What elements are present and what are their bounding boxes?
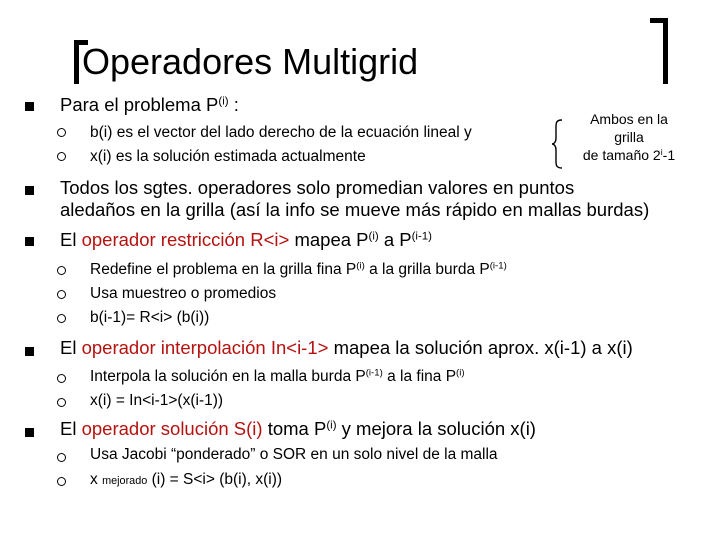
sub-bullet-icon (57, 290, 66, 299)
sub-bullet-icon (57, 314, 66, 323)
bullet-interpolation: El operador interpolación In<i-1> mapea la solución aprox. x(i-1) a x(i) (60, 337, 633, 358)
sub-item-improved-formula: x mejorado (i) = S<i> (b(i), x(i)) (90, 471, 283, 488)
sub-bullet-icon (57, 152, 66, 161)
bullet-problem: Para el problema $P^{(i)}$ : (60, 94, 239, 115)
bullet-restriction: El operador restricción R<i> mapea $P^{(i)}$ a $P^{(i-1)}$ (60, 229, 432, 250)
sub-bullet-icon (57, 398, 66, 407)
sub-bullet-icon (57, 266, 66, 275)
sub-bullet-icon (57, 453, 66, 462)
sub-item-b: b(i) es el vector del lado derecho de la ecuación lineal y (90, 124, 472, 141)
bullet-solution: El operador solución S(i) toma $P^{(i)}$ y mejora la solución x(i) (60, 418, 536, 439)
bullet-icon (25, 102, 34, 111)
sub-item-x-formula: x(i) = In<i-1>(x(i-1)) (90, 392, 224, 409)
sub-item-redefine: Redefine el problema en la grilla fina $P^{(i)}$ a la grilla burda $P^{(i-1)}$ (90, 260, 507, 278)
sub-bullet-icon (57, 477, 66, 486)
sub-bullet-icon (57, 374, 66, 383)
sub-item-x: x(i) es la solución estimada actualmente (90, 148, 366, 165)
sub-item-sampling: Usa muestreo o promedios (90, 285, 277, 302)
title-bracket-right-top (650, 18, 668, 23)
sub-bullet-icon (57, 128, 66, 137)
bullet-icon (25, 186, 34, 195)
bullet-operators-average: Todos los sgtes. operadores solo promedian valores en puntos aledaños en la grilla (así la info se mueve más rápido en mallas burdas) (60, 177, 650, 220)
sub-item-jacobi: Usa Jacobi “ponderado” o SOR en un solo nivel de la malla (90, 446, 498, 463)
title-bracket-left-bar (74, 40, 79, 84)
sub-item-b-formula: b(i-1)= R<i> (b(i)) (90, 309, 210, 326)
page-title: Operadores Multigrid (82, 41, 419, 82)
bullet-icon (25, 347, 34, 356)
brace-icon (550, 118, 564, 170)
bullet-icon (25, 428, 34, 437)
sub-item-interpolate: Interpola la solución en la malla burda $P^{(i-1)}$ a la fina $P^{(i)}$ (90, 367, 465, 385)
bullet-icon (25, 237, 34, 246)
grid-size-note: Ambos en la grilla de tamaño 2$^i$-1 (582, 111, 676, 163)
title-bracket-right-bar (663, 18, 668, 84)
